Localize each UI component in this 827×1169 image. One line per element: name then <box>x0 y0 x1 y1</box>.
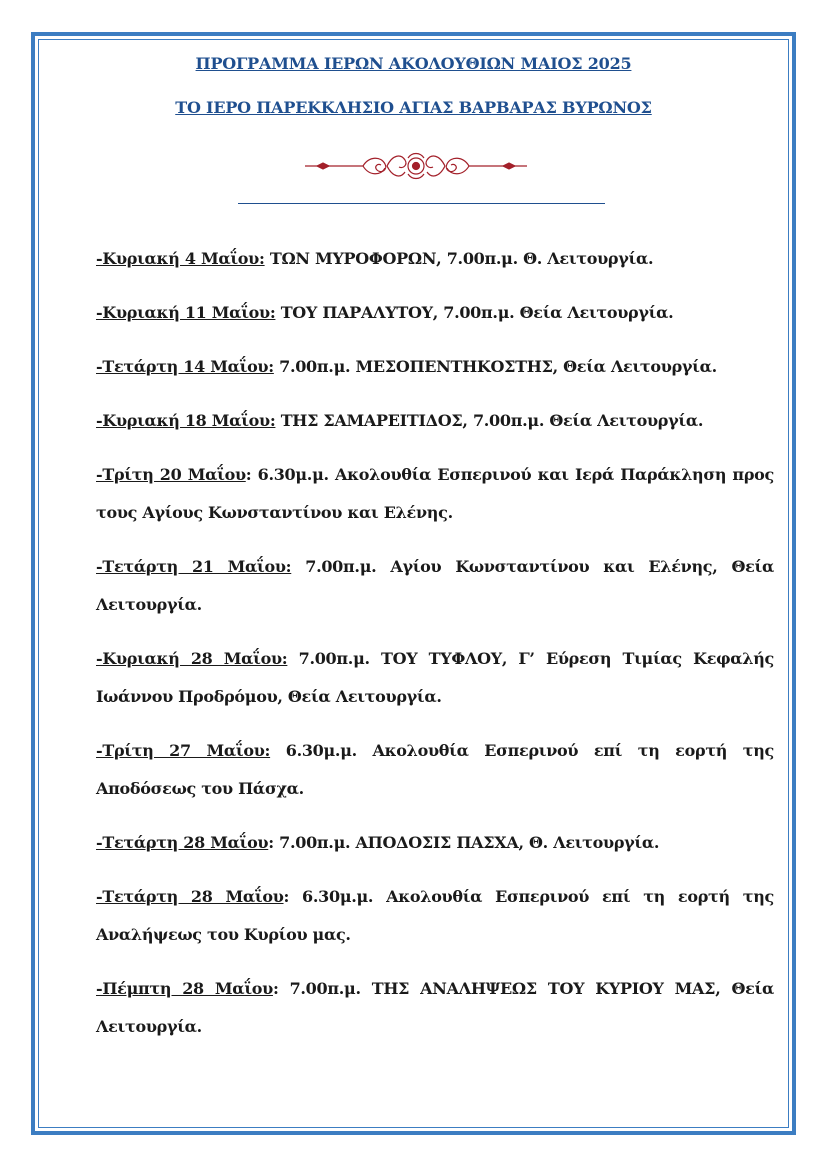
entry-details: 7.00π.μ. ΤΟΥ ΤΥΦΛΟΥ, Γ’ Εύρεση Τιμίας Κεφαλής Ιωάννου Προδρόμου, Θεία Λειτουργία. <box>96 649 774 706</box>
schedule-entry <box>96 456 774 532</box>
entry-details: 7.00π.μ. Αγίου Κωνσταντίνου και Ελένης, Θεία Λειτουργία. <box>96 557 774 614</box>
entry-details: : 7.00π.μ. ΤΗΣ ΑΝΑΛΗΨΕΩΣ ΤΟΥ ΚΥΡΙΟΥ ΜΑΣ, Θεία Λειτουργία. <box>96 979 774 1036</box>
service-schedule <box>96 240 774 1054</box>
entry-date: -Τρίτη 20 Μαΐου <box>96 465 246 484</box>
page-title: ΠΡΟΓΡΑΜΜΑ ΙΕΡΩΝ ΑΚΟΛΟΥΘΙΩΝ ΜΑΙΟΣ 2025 <box>195 54 632 73</box>
schedule-entry <box>96 548 774 624</box>
schedule-entry <box>96 402 774 440</box>
schedule-entry <box>96 878 774 954</box>
page-subtitle: ΤΟ ΙΕΡΟ ΠΑΡΕΚΚΛΗΣΙΟ ΑΓΙΑΣ ΒΑΡΒΑΡΑΣ ΒΥΡΩΝΟΣ <box>175 98 652 117</box>
schedule-entry <box>96 732 774 808</box>
entry-date: -Τετάρτη 14 Μαΐου: <box>96 357 274 376</box>
entry-date: -Τετάρτη 28 Μαΐου <box>96 833 269 852</box>
entry-date: -Κυριακή 4 Μαΐου: <box>96 249 265 268</box>
decorative-flourish-divider-icon <box>303 150 529 182</box>
entry-details: ΤΗΣ ΣΑΜΑΡΕΙΤΙΔΟΣ, 7.00π.μ. Θεία Λειτουργία. <box>275 411 704 430</box>
entry-date: -Πέμπτη 28 Μαΐου <box>96 979 273 998</box>
entry-details: ΤΟΥ ΠΑΡΑΛΥΤΟΥ, 7.00π.μ. Θεία Λειτουργία. <box>275 303 674 322</box>
schedule-entry <box>96 824 774 862</box>
entry-details: 7.00π.μ. ΜΕΣΟΠΕΝΤΗΚΟΣΤΗΣ, Θεία Λειτουργία. <box>273 357 717 376</box>
entry-details: : 7.00π.μ. ΑΠΟΔΟΣΙΣ ΠΑΣΧΑ, Θ. Λειτουργία. <box>268 833 660 852</box>
entry-date: -Κυριακή 28 Μαΐου: <box>96 649 288 668</box>
entry-date: -Κυριακή 11 Μαΐου: <box>96 303 276 322</box>
schedule-entry <box>96 348 774 386</box>
schedule-entry <box>96 640 774 716</box>
entry-date: -Κυριακή 18 Μαΐου: <box>96 411 276 430</box>
title-divider <box>238 203 605 204</box>
entry-date: -Τετάρτη 21 Μαΐου: <box>96 557 292 576</box>
schedule-entry <box>96 294 774 332</box>
entry-details: 6.30μ.μ. Ακολουθία Εσπερινού επί τη εορτή της Αποδόσεως του Πάσχα. <box>96 741 774 798</box>
entry-details: ΤΩΝ ΜΥΡΟΦΟΡΩΝ, 7.00π.μ. Θ. Λειτουργία. <box>264 249 654 268</box>
entry-details: : 6.30μ.μ. Ακολουθία Εσπερινού και Ιερά Παράκληση προς τους Αγίους Κωνσταντίνου και Ελένης. <box>96 465 774 522</box>
entry-details: : 6.30μ.μ. Ακολουθία Εσπερινού επί τη εορτή της Αναλήψεως του Κυρίου μας. <box>96 887 774 944</box>
schedule-entry <box>96 240 774 278</box>
entry-date: -Τετάρτη 28 Μαΐου <box>96 887 284 906</box>
entry-date: -Τρίτη 27 Μαΐου: <box>96 741 271 760</box>
schedule-entry <box>96 970 774 1046</box>
